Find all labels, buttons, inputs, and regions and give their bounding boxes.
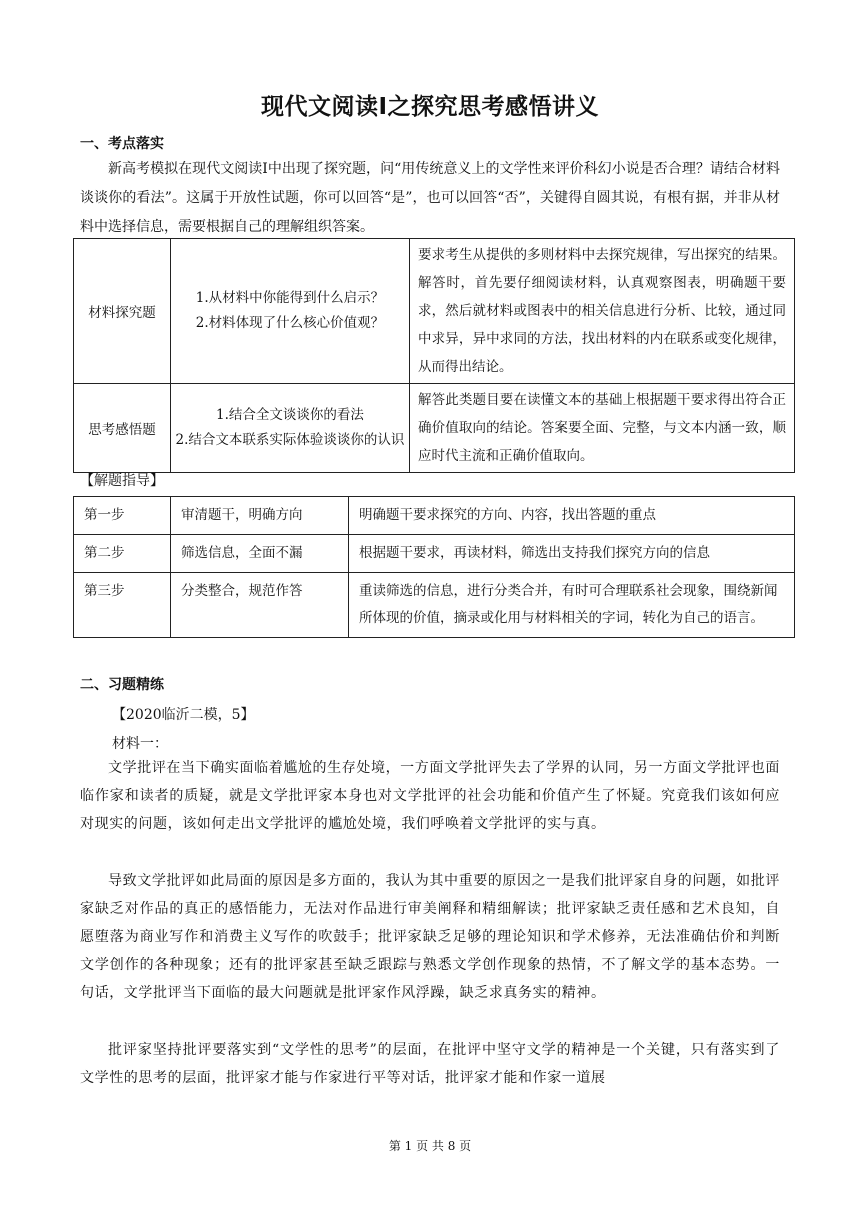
prompt-line: 2.材料体现了什么核心价值观？ (195, 315, 385, 331)
body-paragraph: 批评家坚持批评要落实到“文学性的思考”的层面，在批评中坚守文学的精神是一个关键，只有落实到了文学性的思考的层面，批评家才能与作家进行平等对话，批评家才能和作家一道展 (80, 1042, 780, 1086)
step-name-cell: 筛选信息，全面不漏 (171, 535, 349, 573)
step-desc-cell: 根据题干要求，再读材料，筛选出支持我们探究方向的信息 (349, 535, 795, 573)
method-cell: 要求考生从提供的多则材料中去探究规律，写出探究的结果。解答时，首先要仔细阅读材料，认真观察图表，明确题干要求，然后就材料或图表中的相关信息进行分析、比较，通过同中求异，异中求同的方法，找出材料的内在联系或变化规律，从而得出结论。 (410, 239, 795, 384)
intro-paragraph: 新高考模拟在现代文阅读Ⅰ中出现了探究题，问“用传统意义上的文学性来评价科幻小说是否合理？请结合材料谈谈你的看法”。这属于开放性试题，你可以回答“是”，也可以回答“否”，关键得自圆其说，有根有据，并非从材料中选择信息，需要根据自己的理解组织答案。 (80, 161, 780, 235)
step-desc-cell: 明确题干要求探究的方向、内容，找出答题的重点 (349, 497, 795, 535)
step-cell: 第二步 (74, 535, 171, 573)
step-cell: 第一步 (74, 497, 171, 535)
question-type-cell: 思考感悟题 (74, 384, 171, 473)
step-name-cell: 分类整合，规范作答 (171, 573, 349, 638)
table-row (74, 497, 795, 535)
prompt-line: 2.结合文本联系实际体验谈谈你的认识 (175, 432, 405, 448)
question-prompts-cell (171, 239, 410, 384)
source-label: 【2020临沂二模，5】 (112, 707, 255, 723)
body-paragraph: 文学批评在当下确实面临着尴尬的生存处境，一方面文学批评失去了学界的认同，另一方面文学批评也面临作家和读者的质疑，就是文学批评家本身也对文学批评的社会功能和价值产生了怀疑。究竟我们该如何应对现实的问题，该如何走出文学批评的尴尬处境，我们呼唤着文学批评的实与真。 (80, 760, 780, 832)
question-type-table (73, 238, 795, 473)
method-cell: 解答此类题目要在读懂文本的基础上根据题干要求得出符合正确价值取向的结论。答案要全面、完整，与文本内涵一致，顺应时代主流和正确价值取向。 (410, 384, 795, 473)
section-heading-2: 二、习题精练 (80, 677, 164, 693)
question-prompts-cell (171, 384, 410, 473)
section-heading-1: 一、考点落实 (80, 136, 164, 152)
table-row (74, 535, 795, 573)
prompt-line: 1.结合全文谈谈你的看法 (216, 407, 364, 423)
table-row (74, 239, 795, 384)
page-footer: 第 1 页 共 8 页 (388, 1139, 472, 1153)
table-row (74, 573, 795, 638)
step-name-cell: 审清题干，明确方向 (171, 497, 349, 535)
body-paragraph: 导致文学批评如此局面的原因是多方面的，我认为其中重要的原因之一是我们批评家自身的问题，如批评家缺乏对作品的真正的感悟能力，无法对作品进行审美阐释和精细解读；批评家缺乏责任感和艺术良知，自愿堕落为商业写作和消费主义写作的吹鼓手；批评家缺乏足够的理论知识和学术修养，无法准确估价和判断文学创作的各种现象；还有的批评家甚至缺乏跟踪与熟悉文学创作现象的热情，不了解文学的基本态势。一句话，文学批评当下面临的最大问题就是批评家作风浮躁，缺乏求真务实的精神。 (80, 873, 780, 1001)
material-label: 材料一： (112, 736, 168, 752)
table-row (74, 384, 795, 473)
guide-label: 【解题指导】 (80, 473, 164, 489)
question-type-cell: 材料探究题 (74, 239, 171, 384)
step-desc-cell: 重读筛选的信息，进行分类合并，有时可合理联系社会现象，围绕新闻所体现的价值，摘录或化用与材料相关的字词，转化为自己的语言。 (349, 573, 795, 638)
page-title: 现代文阅读Ⅰ之探究思考感悟讲义 (260, 94, 600, 120)
step-cell: 第三步 (74, 573, 171, 638)
steps-table (73, 496, 795, 638)
prompt-line: 1.从材料中你能得到什么启示？ (195, 290, 385, 306)
